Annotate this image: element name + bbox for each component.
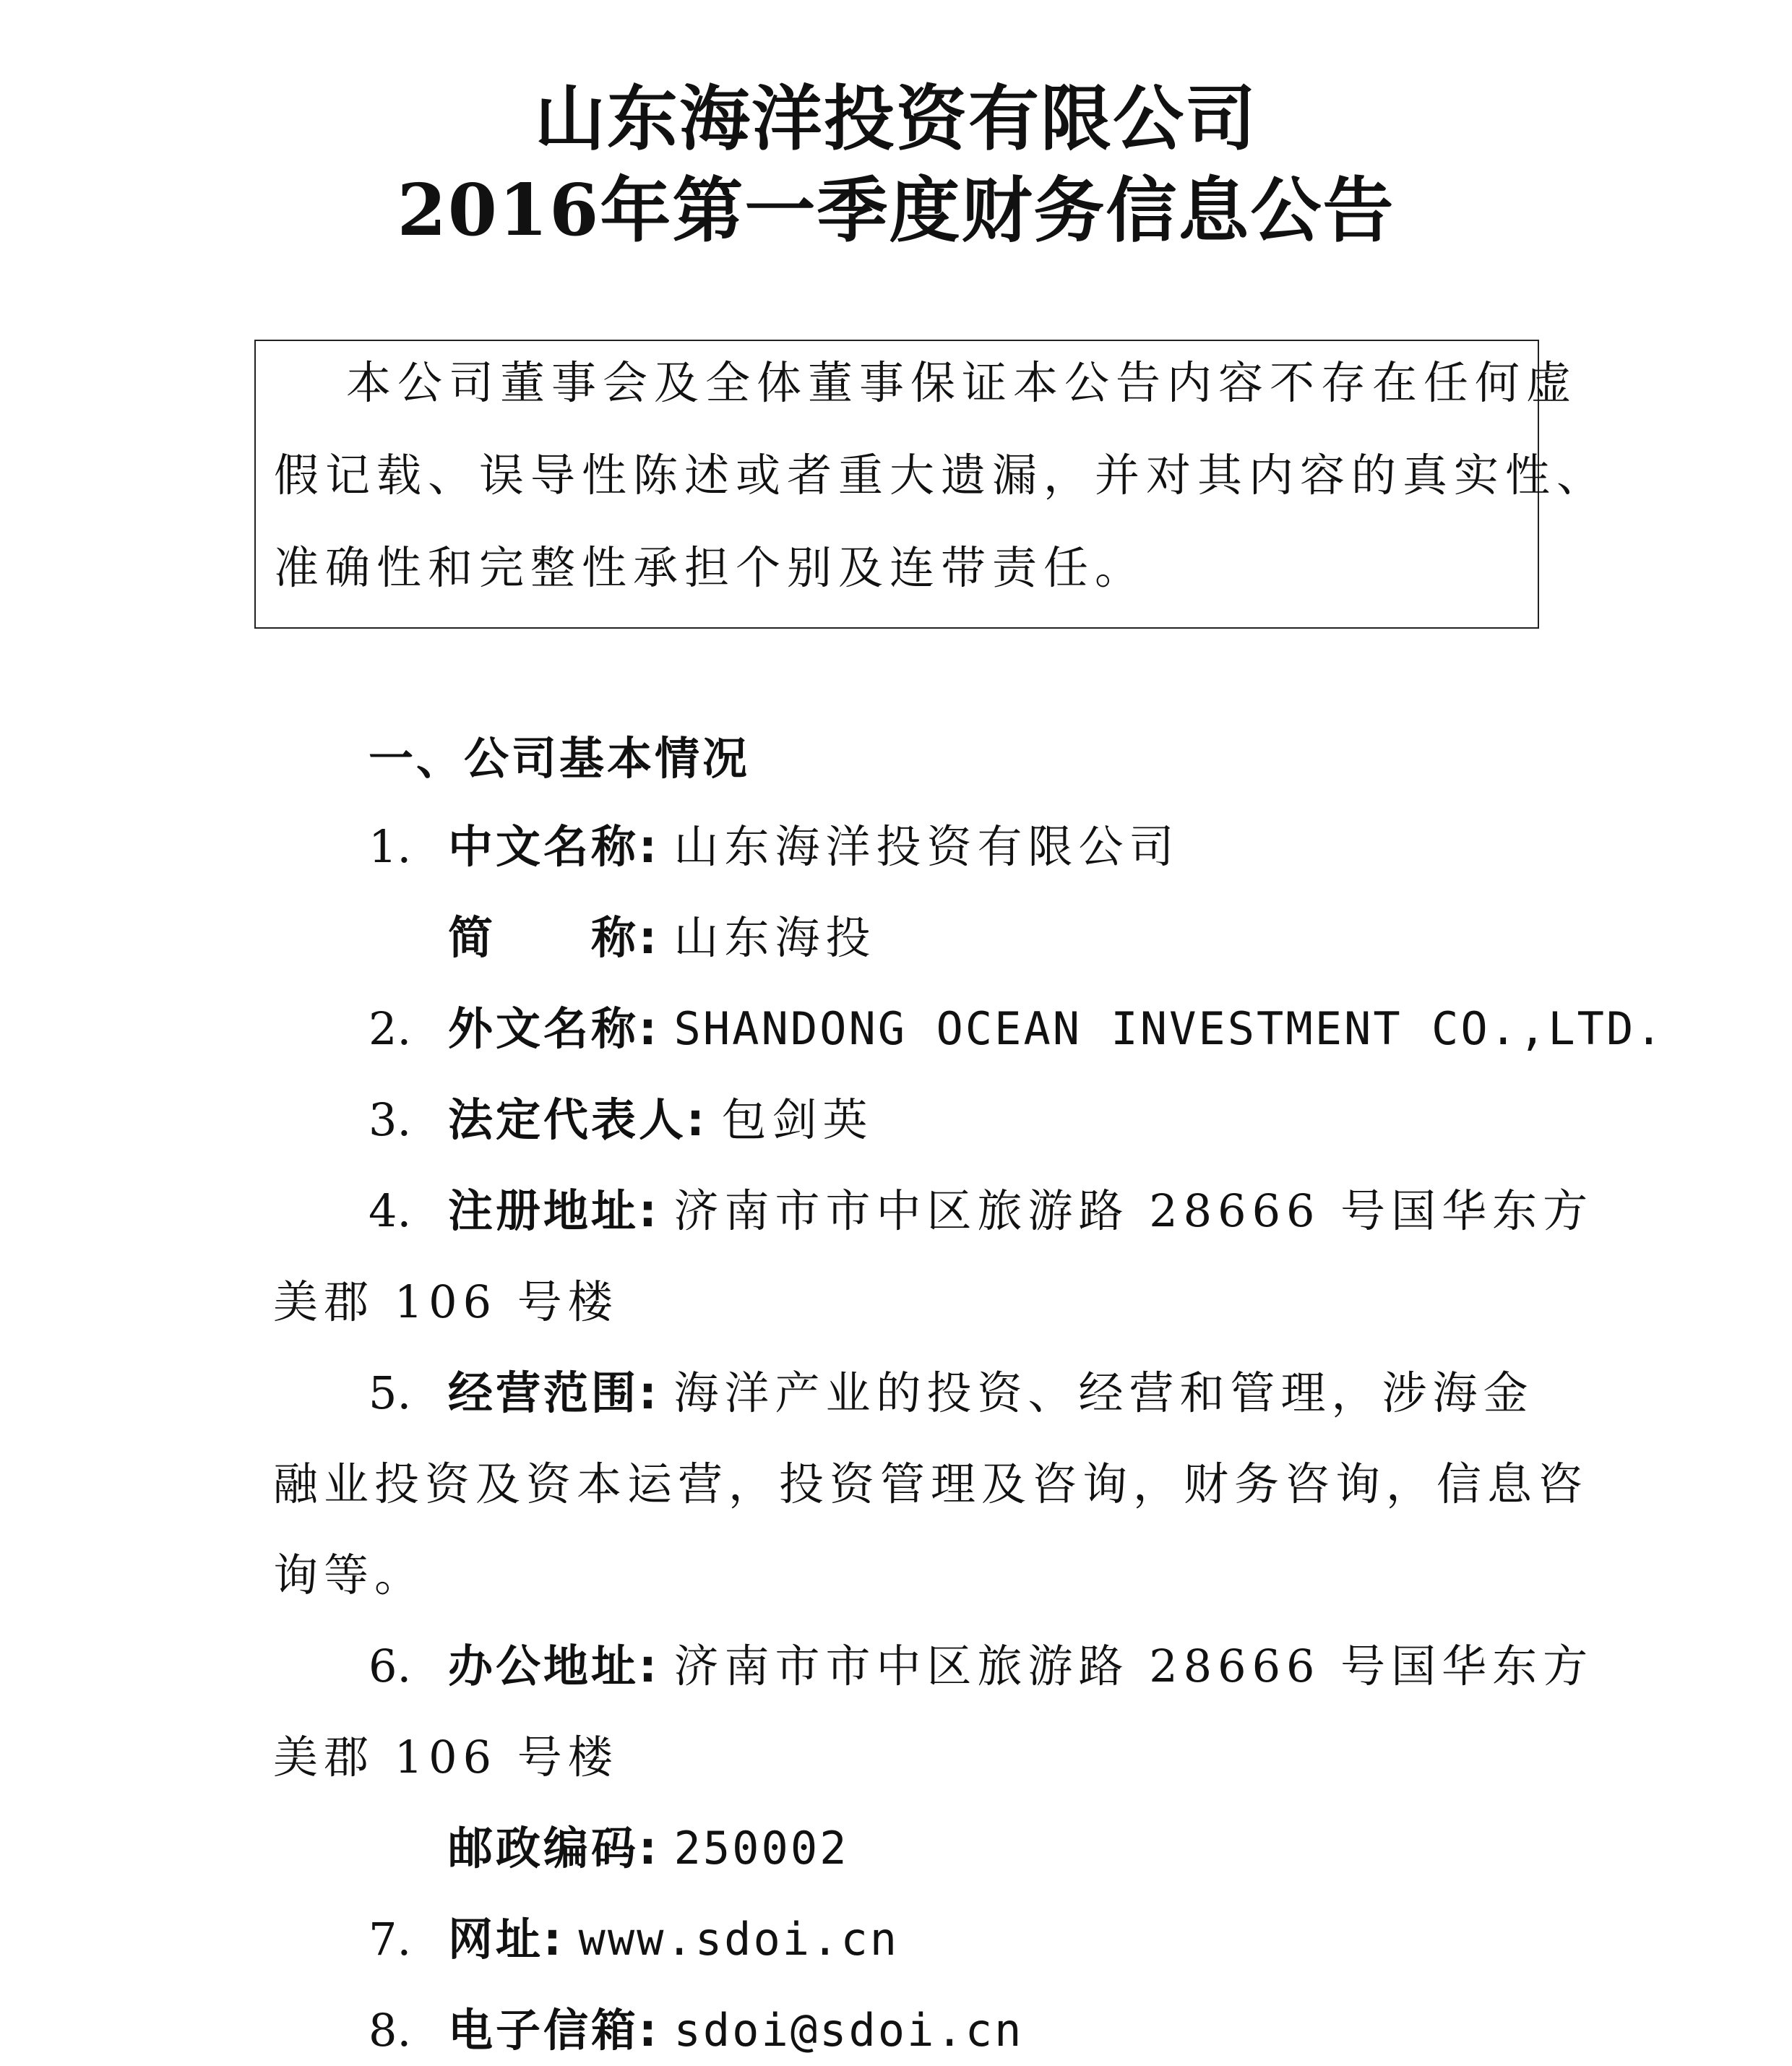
item-value: SHANDONG OCEAN INVESTMENT CO.,LTD. [673,1002,1665,1055]
website-link[interactable]: www.sdoi.cn [578,1913,900,1966]
item-office-address-cont: 美郡 106 号楼 [273,1731,619,1783]
item-value: 海洋产业的投资、经营和管理，涉海金 [673,1366,1534,1419]
item-label: 注册地址: [448,1184,660,1237]
item-registered-address [369,1182,1593,1240]
item-number: 3. [369,1093,412,1146]
item-label: 办公地址: [448,1640,660,1692]
item-value: 山东海投 [673,911,876,964]
item-label: 经营范围: [448,1366,660,1419]
item-email [369,2002,1023,2059]
email-link[interactable]: sdoi@sdoi.cn [673,2004,1024,2057]
item-value: 济南市市中区旅游路 28666 号国华东方 [673,1640,1594,1692]
item-chinese-name [369,818,1180,876]
item-office-address [369,1637,1593,1695]
item-postal-code [448,1820,848,1877]
item-value: 250002 [673,1822,849,1875]
item-number: 6. [369,1640,412,1692]
item-number: 4. [369,1184,412,1237]
disclaimer-box [254,340,1608,629]
item-value: 包剑英 [721,1093,874,1146]
item-label: 网址: [448,1913,564,1966]
item-registered-address-cont: 美郡 106 号楼 [273,1275,619,1328]
item-business-scope [369,1364,1534,1422]
item-value: 山东海洋投资有限公司 [673,820,1180,873]
item-number: 7. [369,1913,412,1966]
item-number: 1. [369,820,412,873]
disclaimer-line-3: 准确性和完整性承担个别及连带责任。 [274,541,1147,594]
item-number: 2. [369,1002,412,1055]
item-website [369,1911,899,1968]
item-business-scope-cont2: 询等。 [273,1549,426,1601]
disclaimer-line-2: 假记载、误导性陈述或者重大遗漏，并对其内容的真实性、 [274,449,1608,502]
item-label: 邮政编码: [448,1822,660,1875]
document-title-line-2: 2016年第一季度财务信息公告 [397,169,1395,252]
item-number: 5. [369,1366,412,1419]
item-label: 简 称: [448,911,660,964]
item-label: 中文名称: [448,820,660,873]
item-label: 法定代表人: [448,1093,707,1146]
disclaimer-line-1: 本公司董事会及全体董事保证本公告内容不存在任何虚 [346,356,1578,409]
document-title-line-1: 山东海洋投资有限公司 [534,77,1257,160]
item-label: 外文名称: [448,1002,660,1055]
item-value: 济南市市中区旅游路 28666 号国华东方 [673,1184,1594,1237]
item-short-name [448,909,876,967]
item-business-scope-cont: 融业投资及资本运营，投资管理及咨询，财务咨询，信息咨 [273,1458,1589,1510]
item-number: 8. [369,2004,412,2057]
item-english-name [369,1000,1665,1058]
item-legal-representative [369,1091,874,1149]
section-heading-company-info: 一、公司基本情况 [369,732,751,785]
item-label: 电子信箱: [448,2004,660,2057]
